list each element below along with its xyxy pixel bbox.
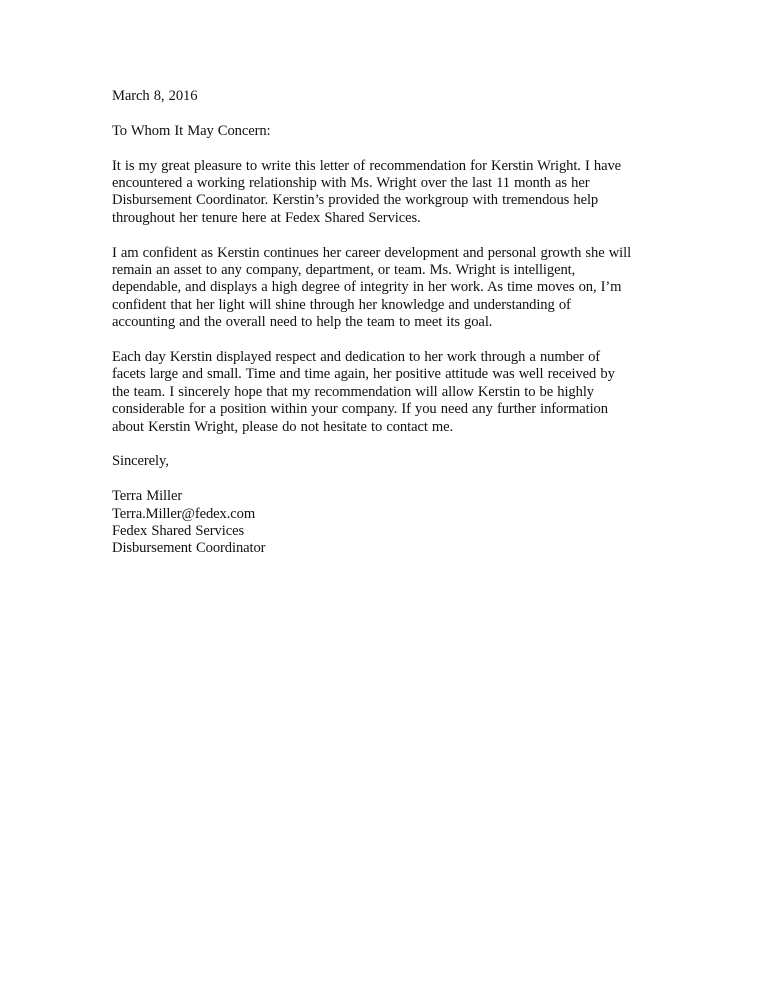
signer-email: Terra.Miller@fedex.com bbox=[112, 505, 256, 522]
paragraph-line: throughout her tenure here at Fedex Shared Services. bbox=[112, 209, 421, 226]
paragraph-line: facets large and small. Time and time again, her positive attitude was well received by bbox=[112, 366, 615, 383]
paragraph-line: remain an asset to any company, department, or team. Ms. Wright is intelligent, bbox=[112, 262, 576, 279]
signer-organization: Fedex Shared Services bbox=[112, 523, 245, 540]
letter-date: March 8, 2016 bbox=[112, 88, 198, 104]
body-paragraph-2 bbox=[112, 245, 657, 332]
letter-salutation: To Whom It May Concern: bbox=[112, 122, 271, 139]
signer-name: Terra Miller bbox=[112, 488, 183, 505]
body-paragraph-3 bbox=[112, 349, 657, 436]
paragraph-line: confident that her light will shine through her knowledge and understanding of bbox=[112, 296, 571, 313]
paragraph-line: the team. I sincerely hope that my recommendation will allow Kerstin to be highly bbox=[112, 383, 594, 400]
paragraph-line: encountered a working relationship with Ms. Wright over the last 11 month as her bbox=[112, 175, 590, 191]
paragraph-line: Disbursement Coordinator. Kerstin’s provided the workgroup with tremendous help bbox=[112, 192, 599, 209]
paragraph-line: dependable, and displays a high degree of integrity in her work. As time moves on, I’m bbox=[112, 279, 622, 296]
letter-closing: Sincerely, bbox=[112, 453, 169, 470]
paragraph-line: I am confident as Kerstin continues her career development and personal growth she will bbox=[112, 244, 632, 261]
paragraph-line: It is my great pleasure to write this letter of recommendation for Kerstin Wright. I have bbox=[112, 157, 622, 174]
signature-block bbox=[112, 488, 657, 558]
paragraph-line: about Kerstin Wright, please do not hesitate to contact me. bbox=[112, 418, 454, 435]
paragraph-line: considerable for a position within your company. If you need any further information bbox=[112, 401, 608, 418]
signer-title: Disbursement Coordinator bbox=[112, 540, 266, 557]
paragraph-line: accounting and the overall need to help the team to meet its goal. bbox=[112, 314, 493, 331]
paragraph-line: Each day Kerstin displayed respect and dedication to her work through a number of bbox=[112, 349, 601, 366]
body-paragraph-1 bbox=[112, 158, 657, 228]
recommendation-letter bbox=[112, 88, 657, 558]
